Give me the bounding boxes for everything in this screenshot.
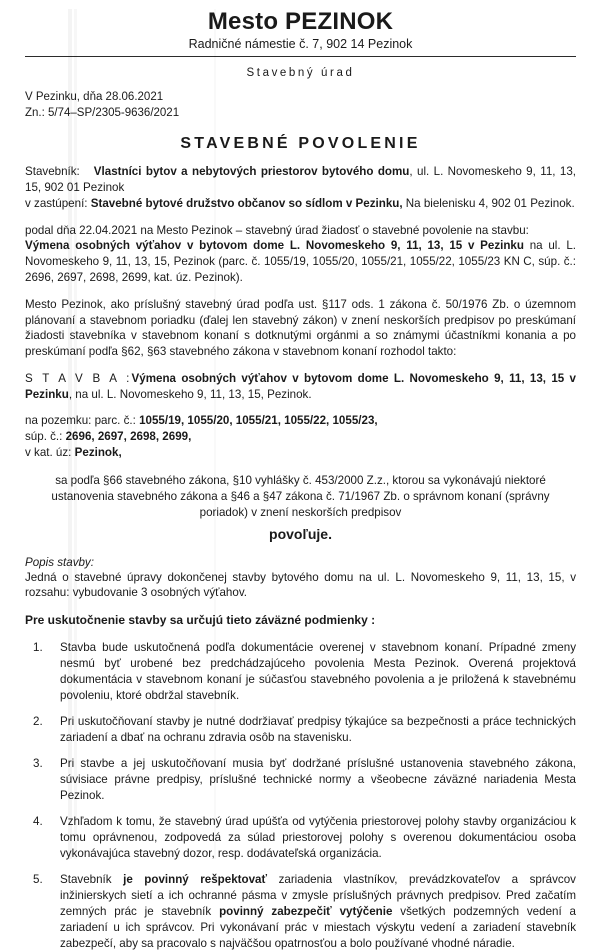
list-item-text: Stavebník je povinný rešpektovať zariadenia vlastníkov, prevádzkovateľov a správcov inžinierskych sietí a ich ochranné pásma v zmysle príslušných právnych predpisov. Pred začatím zemných prác je stavebník povinný zabezpečiť vytýčenie všetkých podzemných vedení a zariadení u ich správcov. Pri vykonávaní prác v miestach výskytu vedení a zariadení stavebník zabezpečí, aby sa pracovalo s najväčšou opatrnosťou a bolo používané vhodné náradie. — [60, 872, 577, 950]
document-page — [0, 9, 600, 952]
conditions-heading: Pre uskutočnenie stavby sa určujú tieto záväzné podmienky : — [25, 613, 376, 628]
request-intro: podal dňa 22.04.2021 na Mesto Pezinok – stavebný úrad žiadosť o stavebné povolenie na stavbu: — [25, 223, 529, 237]
list-item-number: 5. — [33, 872, 43, 886]
approval-legal-basis: sa podľa §66 stavebného zákona, §10 vyhlášky č. 453/2000 Z.z., ktorou sa vykonávajú niektoré ustanovenia stavebného zákona a §46 a §47 zákona č. 71/1967 Zb. o správnom konaní (správny poriadok) v znení neskorších predpisov — [51, 473, 550, 519]
list-item-number: 4. — [33, 814, 43, 828]
list-item-text: Pri uskutočňovaní stavby je nutné dodržiavať predpisy týkajúce sa bezpečnosti a práce technických zariadení a dbať na ochranu zdravia osôb na stavenisku. — [60, 714, 576, 744]
request-block — [25, 223, 576, 286]
building-numbers: 2696, 2697, 2698, 2699, — [65, 430, 192, 444]
cadastre-label: v kat. úz: — [25, 445, 72, 459]
list-item-number: 1. — [33, 640, 43, 654]
approval-verdict: povoľuje. — [269, 525, 332, 542]
construction-name: Výmena osobných výťahov v bytovom dome L. Novomeskeho 9, 11, 13, 15 v Pezinku — [25, 371, 576, 401]
land-label: na pozemku: parc. č.: — [25, 414, 136, 428]
organization-address: Radničné námestie č. 7, 902 14 Pezinok — [188, 37, 413, 52]
department-name: Stavebný úrad — [246, 67, 355, 80]
page-title: STAVEBNÉ POVOLENIE — [180, 135, 421, 153]
reference-number: Zn.: 5/74–SP/2305-9636/2021 — [25, 106, 180, 119]
request-project-details: na ul. L. Novomeskeho 9, 11, 13, 15, Pezinok (parc. č. 1055/19, 1055/20, 1055/21, 1055/22, 1055/23 KN C, súp. č.: 2696, 2697, 2698, 2699, kat. úz. Pezinok). — [25, 239, 576, 285]
conditions-list — [25, 640, 576, 952]
list-item — [25, 756, 576, 804]
applicant-name: Vlastníci bytov a nebytových priestorov bytového domu — [93, 165, 410, 179]
header-divider — [25, 56, 576, 57]
land-parcel-numbers: 1055/19, 1055/20, 1055/21, 1055/22, 1055/23, — [139, 414, 378, 428]
list-item — [25, 872, 576, 952]
construction-block — [25, 371, 576, 403]
list-item-text: Vzhľadom k tomu, že stavebný úrad upúšťa od vytýčenia priestorovej polohy stavby organizáciou k tomu oprávnenou, zodpovedá za súlad priestorovej polohy s overenou dokumentáciou osoba vykonávajúca stavebný dozor, resp. dodávateľská organizácia. — [60, 814, 576, 860]
list-item — [25, 814, 576, 862]
applicant-block — [25, 164, 576, 211]
list-item-number: 3. — [33, 756, 43, 770]
representation-label: v zastúpení: — [25, 196, 88, 210]
applicant-address: , ul. L. Novomeskeho 9, 11, 13, 15, 902 01 Pezinok — [25, 165, 576, 195]
building-number-label: súp. č.: — [25, 430, 63, 444]
description-text: Jedná o stavebné úpravy dokončenej stavby bytového domu na ul. L. Novomeskeho 9, 11, 13, 15, v rozsahu: vybudovanie 3 osobných výťahov. — [25, 570, 576, 600]
document-meta — [25, 90, 576, 121]
construction-label: S T A V B A : — [25, 371, 132, 385]
list-item-number: 2. — [33, 714, 43, 728]
representative-name: Stavebné bytové družstvo občanov so sídlom v Pezinku, — [90, 196, 403, 210]
applicant-label: Stavebník: — [25, 165, 80, 179]
representative-address: Na bielenisku 4, 902 01 Pezinok. — [402, 196, 575, 210]
list-item — [25, 640, 576, 704]
legal-basis-paragraph: Mesto Pezinok, ako príslušný stavebný úrad podľa ust. §117 ods. 1 zákona č. 50/1976 Zb. o územnom plánovaní a stavebnom poriadku (ďalej len stavebný zákon) v znení neskorších predpisov po preskúmaní žiadosti stavebníka v stavebnom konaní s dotknutými orgánmi a so známymi účastníkmi konania a po preskúmaní podľa §62, §63 stavebného zákona v stavebnom konaní rozhodol takto: — [25, 297, 576, 359]
cadastre-value: Pezinok, — [74, 445, 122, 459]
organization-name: Mesto PEZINOK — [207, 8, 394, 35]
construction-address: , na ul. L. Novomeskeho 9, 11, 13, 15, Pezinok. — [68, 387, 312, 401]
place-and-date: V Pezinku, dňa 28.06.2021 — [25, 91, 164, 104]
letterhead — [25, 9, 576, 52]
description-label: Popis stavby: — [25, 555, 94, 569]
list-item-text: Stavba bude uskutočnená podľa dokumentácie overenej v stavebnom konaní. Prípadné zmeny nesmú byť urobené bez predchádzajúceho povolenia Mesta Pezinok. Overená projektová dokumentácia v stavebnom konaní je súčasťou stavebného povolenia a je priložená k stavebnému povoleniu, ktoré obdržal stavebník. — [60, 640, 576, 702]
request-project-name: Výmena osobných výťahov v bytovom dome L. Novomeskeho 9, 11, 13, 15 v Pezinku — [25, 239, 524, 253]
list-item-text: Pri stavbe a jej uskutočňovaní musia byť dodržané príslušné ustanovenia stavebného zákona, súvisiace právne predpisy, príslušné technické normy a všeobecne záväzné nariadenia Mesta Pezinok. — [60, 756, 576, 802]
list-item — [25, 714, 576, 746]
construction-land-block — [25, 413, 576, 460]
